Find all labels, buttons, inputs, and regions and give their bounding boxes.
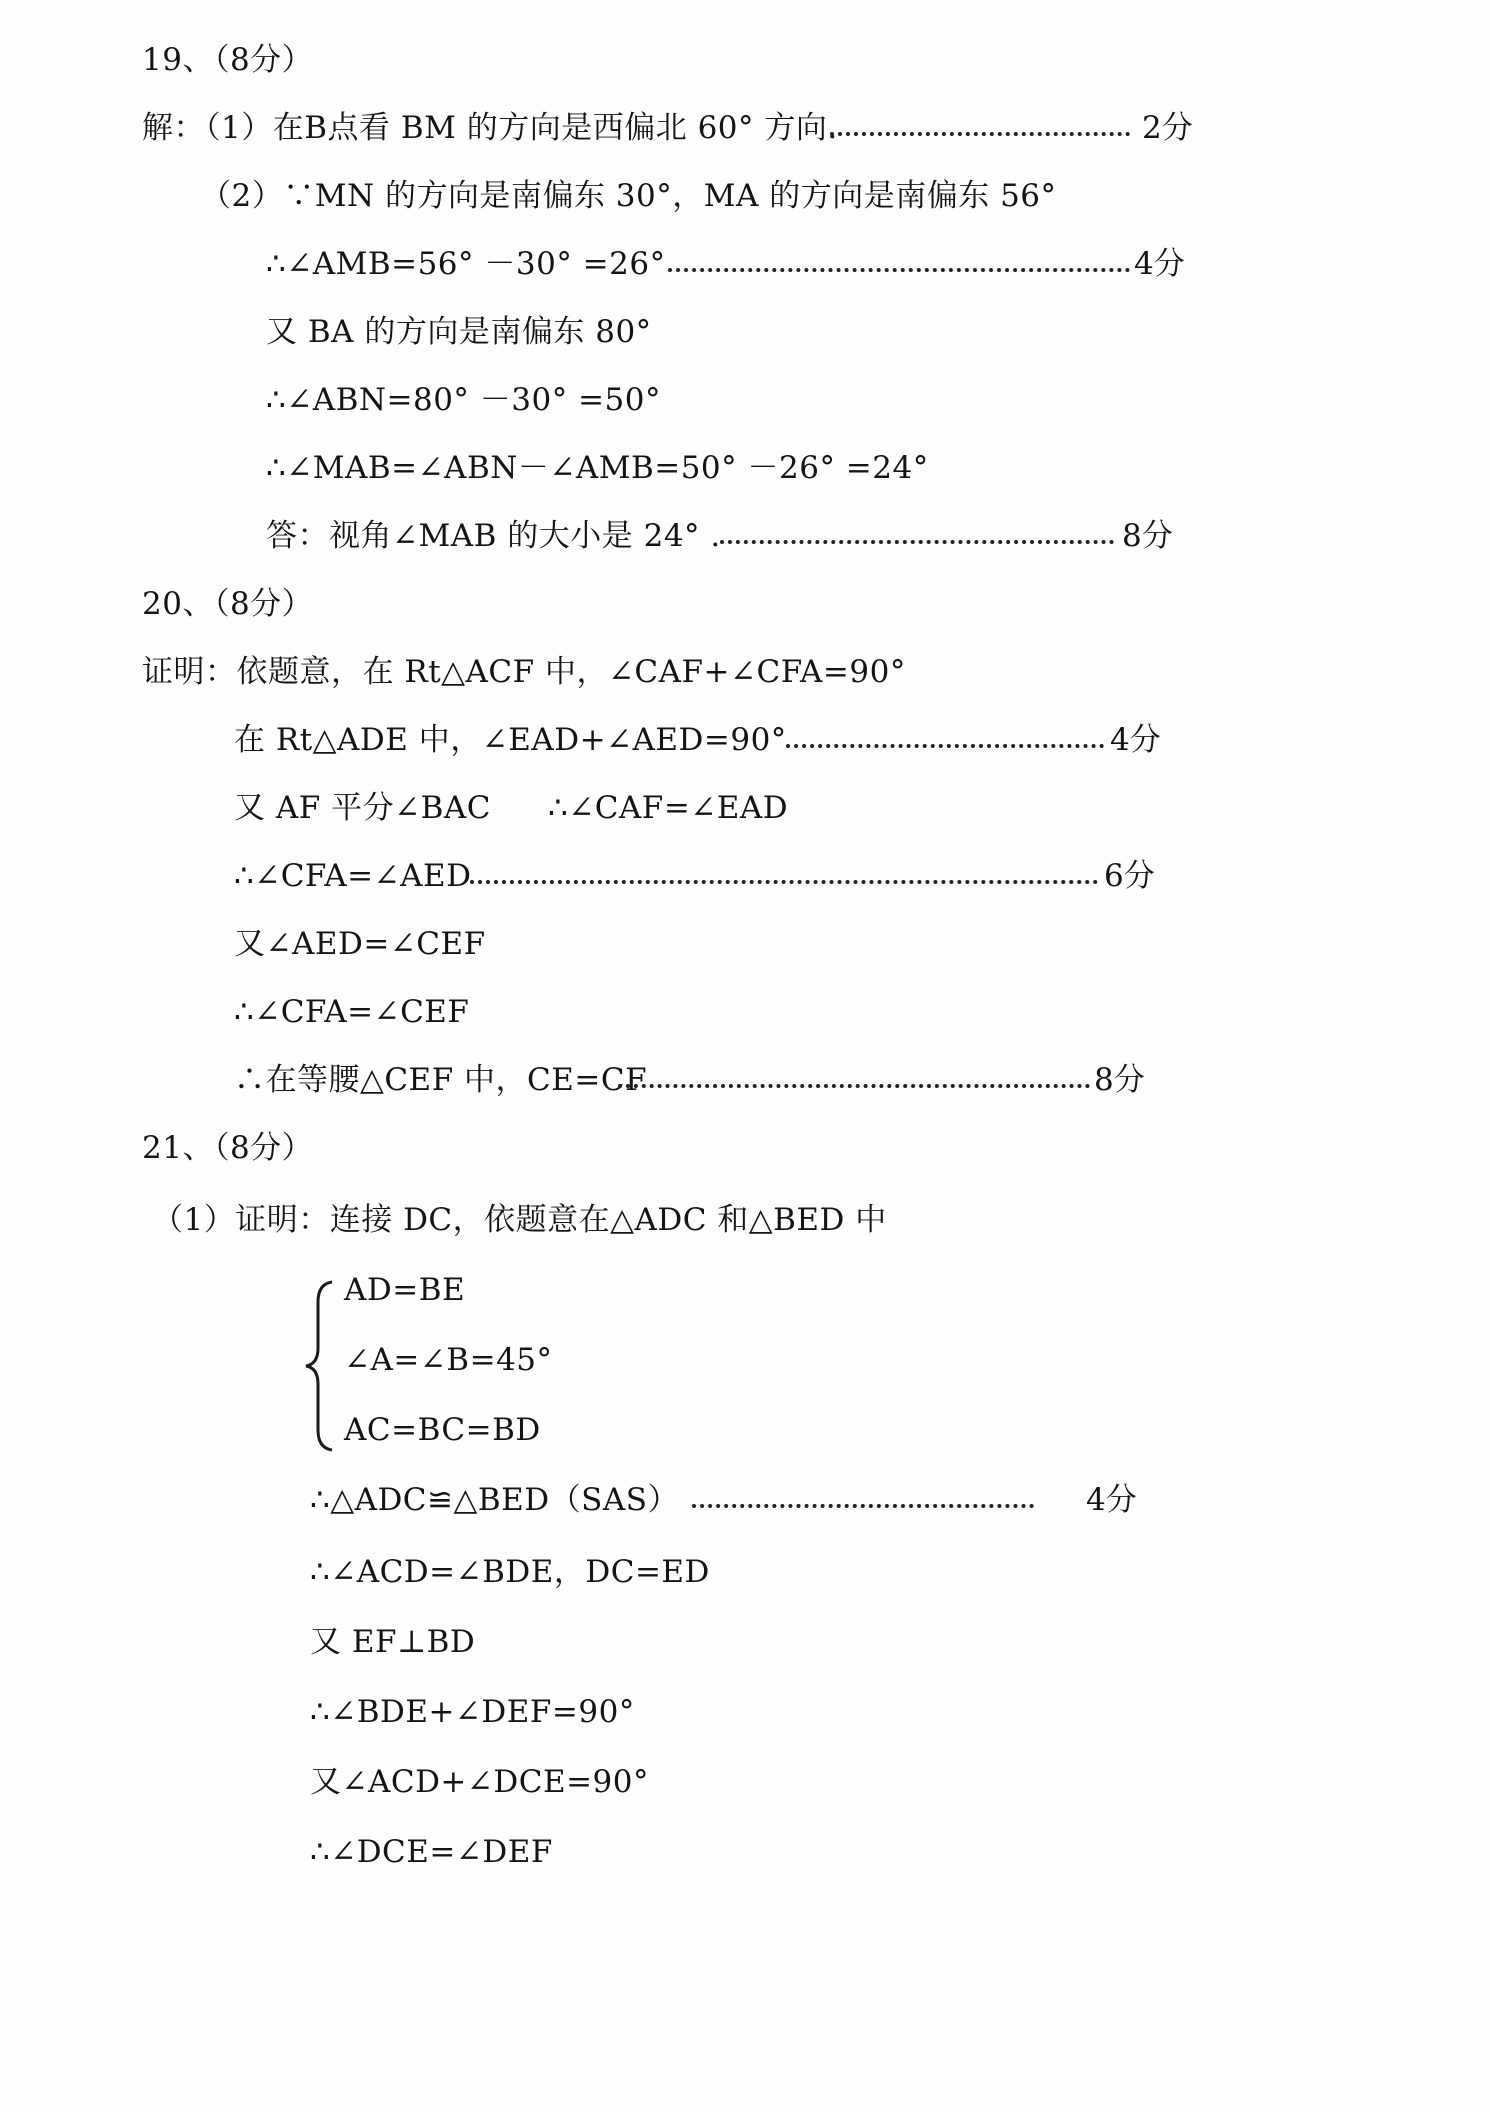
q20-score-4: 6分: [1104, 858, 1155, 894]
q19-leader-7: [720, 540, 1114, 544]
q21-brace-line-2: ∠A=∠B=45°: [344, 1342, 553, 1378]
q20-line-1: 证明：依题意，在 Rt△ACF 中，∠CAF+∠CFA=90°: [142, 654, 906, 690]
q21-score-2: 4分: [1086, 1482, 1137, 1518]
q20-leader-4: [470, 880, 1098, 884]
q19-score-1: 2分: [1142, 110, 1193, 146]
q19-line-3: ∴∠AMB=56° －30° =26°: [266, 246, 666, 282]
q19-line-1: 解：（1）在B点看 BM 的方向是西偏北 60° 方向.: [142, 110, 838, 146]
q21-line-3: ∴∠ACD=∠BDE，DC=ED: [310, 1554, 710, 1590]
q21-brace-line-3: AC=BC=BD: [344, 1412, 541, 1448]
q21-line-1: （1）证明：连接 DC，依题意在△ADC 和△BED 中: [152, 1202, 887, 1238]
q19-score-7: 8分: [1122, 518, 1173, 554]
q20-line-3b: ∴∠CAF=∠EAD: [548, 790, 789, 826]
brace-icon: [302, 1278, 342, 1453]
q21-line-4: 又 EF⊥BD: [310, 1624, 476, 1660]
q19-line-5: ∴∠ABN=80° －30° =50°: [266, 382, 661, 418]
q20-line-4: ∴∠CFA=∠AED: [234, 858, 472, 894]
q19-leader-3: [668, 268, 1130, 272]
q19-leader-1: [830, 132, 1130, 136]
q19-line-7: 答：视角∠MAB 的大小是 24° .: [266, 518, 721, 554]
q19-line-2: （2）∵MN 的方向是南偏东 30°，MA 的方向是南偏东 56°: [200, 178, 1057, 214]
q20-line-7: ∴在等腰△CEF 中，CE=CF: [234, 1062, 648, 1098]
q21-header: 21、（8分）: [142, 1130, 314, 1166]
q19-score-3: 4分: [1134, 246, 1185, 282]
q21-leader-2: [692, 1504, 1034, 1508]
q20-line-5: 又∠AED=∠CEF: [234, 926, 486, 962]
q21-line-2: ∴△ADC≌△BED（SAS）: [310, 1482, 679, 1518]
q20-line-3a: 又 AF 平分∠BAC: [234, 790, 491, 826]
q20-header: 20、（8分）: [142, 586, 314, 622]
q21-brace-line-1: AD=BE: [344, 1272, 466, 1308]
q20-score-7: 8分: [1094, 1062, 1145, 1098]
q19-line-4: 又 BA 的方向是南偏东 80°: [266, 314, 652, 350]
q20-leader-2: [786, 744, 1104, 748]
q21-line-7: ∴∠DCE=∠DEF: [310, 1834, 553, 1870]
q21-line-5: ∴∠BDE+∠DEF=90°: [310, 1694, 635, 1730]
q20-line-6: ∴∠CFA=∠CEF: [234, 994, 470, 1030]
q20-leader-7: [618, 1084, 1090, 1088]
q21-line-6: 又∠ACD+∠DCE=90°: [310, 1764, 650, 1800]
q20-line-2: 在 Rt△ADE 中，∠EAD+∠AED=90°: [234, 722, 787, 758]
q20-score-2: 4分: [1110, 722, 1161, 758]
q19-line-6: ∴∠MAB=∠ABN－∠AMB=50° －26° =24°: [266, 450, 929, 486]
q19-header: 19、（8分）: [142, 42, 314, 78]
